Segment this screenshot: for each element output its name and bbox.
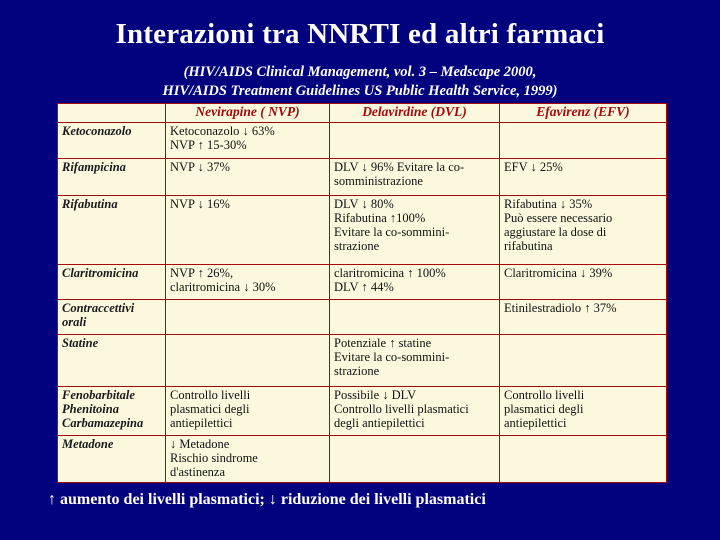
efavirenz-cell — [500, 158, 667, 195]
cell-line: aggiustare la dose di — [504, 224, 607, 239]
arrow-legend: ↑ aumento dei livelli plasmatici; ↓ riduzione dei livelli plasmatici — [48, 491, 486, 508]
cell-line: antiepilettici — [504, 415, 567, 430]
cell-line: rifabutina — [504, 238, 553, 253]
drug-name-cell: Claritromicina — [58, 265, 166, 300]
drug-name-cell: Contraccettivi orali — [58, 299, 166, 334]
cell-line: Rifabutina ↑100% — [334, 210, 426, 225]
table-row — [58, 265, 667, 300]
cell-line: EFV ↓ 25% — [504, 159, 563, 174]
nevirapine-cell — [166, 299, 330, 334]
cell-line: Rifabutina ↓ 35% — [504, 196, 593, 211]
table-row — [58, 334, 667, 386]
drug-name-cell: Ketoconazolo — [58, 123, 166, 159]
slide-title: Interazioni tra NNRTI ed altri farmaci — [115, 18, 605, 50]
header-efavirenz: Efavirenz (EFV) — [500, 104, 667, 123]
cell-line: Controllo livelli — [504, 387, 585, 402]
slide-subtitle-line2: HIV/AIDS Treatment Guidelines US Public Health Service, 1999) — [162, 83, 558, 99]
cell-line: Rischio sindrome — [170, 450, 258, 465]
cell-line: d'astinenza — [170, 464, 226, 479]
delavirdine-cell — [330, 435, 500, 482]
cell-line: claritromicina ↓ 30% — [170, 280, 276, 295]
cell-line: antiepilettici — [170, 415, 233, 430]
cell-line: Claritromicina ↓ 39% — [504, 266, 613, 281]
cell-line: NVP ↓ 37% — [170, 159, 230, 174]
nevirapine-cell — [166, 435, 330, 482]
table-row — [58, 123, 667, 159]
delavirdine-cell — [330, 299, 500, 334]
table-row — [58, 299, 667, 334]
nevirapine-cell — [166, 265, 330, 300]
cell-line: DLV ↓ 80% — [334, 196, 394, 211]
efavirenz-cell — [500, 386, 667, 435]
header-drug — [58, 104, 166, 123]
cell-line: Controllo livelli — [170, 387, 251, 402]
delavirdine-cell — [330, 123, 500, 159]
table-row — [58, 386, 667, 435]
nevirapine-cell — [166, 334, 330, 386]
delavirdine-cell — [330, 195, 500, 265]
cell-line: claritromicina ↑ 100% — [334, 266, 446, 281]
delavirdine-cell — [330, 265, 500, 300]
cell-line: strazione — [334, 238, 380, 253]
efavirenz-cell — [500, 265, 667, 300]
interaction-table — [57, 103, 667, 483]
cell-line: Ketoconazolo ↓ 63% — [170, 124, 275, 138]
header-nevirapine: Nevirapine ( NVP) — [166, 104, 330, 123]
cell-line: Potenziale ↑ statine — [334, 335, 432, 350]
drug-name-cell: Rifabutina — [58, 195, 166, 265]
cell-line: DLV ↓ 96% Evitare la co- — [334, 159, 465, 174]
cell-line: Possibile ↓ DLV — [334, 387, 417, 402]
table-row — [58, 158, 667, 195]
nevirapine-cell — [166, 386, 330, 435]
cell-line: NVP ↓ 16% — [170, 196, 230, 211]
drug-name-cell: Fenobarbitale Phenitoina Carbamazepina — [58, 386, 166, 435]
cell-line: Etinilestradiolo ↑ 37% — [504, 300, 617, 315]
nevirapine-cell — [166, 158, 330, 195]
cell-line: NVP ↑ 26%, — [170, 266, 234, 281]
table-row — [58, 435, 667, 482]
nevirapine-cell — [166, 195, 330, 265]
cell-line: somministrazione — [334, 173, 423, 188]
header-delavirdine: Delavirdine (DVL) — [330, 104, 500, 123]
delavirdine-cell — [330, 386, 500, 435]
cell-line: Evitare la co-sommini- — [334, 224, 450, 239]
cell-line: Evitare la co-sommini- — [334, 349, 450, 364]
table-header-row — [58, 104, 667, 123]
drug-name-cell: Statine — [58, 334, 166, 386]
interaction-table-wrapper — [57, 103, 666, 483]
cell-line: Può essere necessario — [504, 210, 613, 225]
cell-line: ↓ Metadone — [170, 436, 230, 451]
efavirenz-cell — [500, 123, 667, 159]
cell-line: NVP ↑ 15-30% — [170, 138, 247, 152]
drug-name-cell: Rifampicina — [58, 158, 166, 195]
table-row — [58, 195, 667, 265]
cell-line: plasmatici degli — [170, 401, 250, 416]
efavirenz-cell — [500, 299, 667, 334]
cell-line: DLV ↑ 44% — [334, 280, 394, 295]
cell-line: plasmatici degli — [504, 401, 584, 416]
efavirenz-cell — [500, 195, 667, 265]
cell-line: strazione — [334, 363, 380, 378]
delavirdine-cell — [330, 334, 500, 386]
efavirenz-cell — [500, 334, 667, 386]
delavirdine-cell — [330, 158, 500, 195]
drug-name-cell: Metadone — [58, 435, 166, 482]
slide-subtitle-line1: (HIV/AIDS Clinical Management, vol. 3 – Medscape 2000, — [183, 64, 537, 80]
nevirapine-cell — [166, 123, 330, 159]
cell-line: Controllo livelli plasmatici — [334, 401, 469, 416]
efavirenz-cell — [500, 435, 667, 482]
cell-line: degli antiepilettici — [334, 415, 425, 430]
